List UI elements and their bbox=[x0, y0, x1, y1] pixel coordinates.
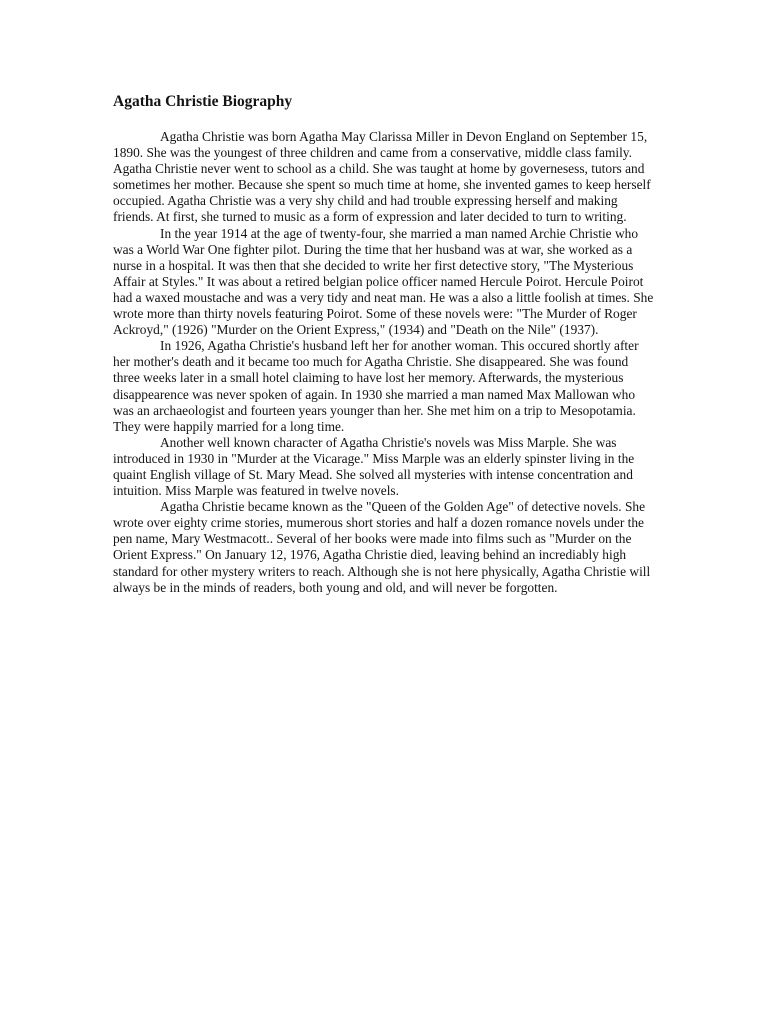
paragraph-birth: Agatha Christie was born Agatha May Clarissa Miller in Devon England on September 15, 1890. She was the youngest of three children and came from a conservative, middle class family. Agatha Christie never went to school as a child. She was taught at home by governesess, tutors and sometimes her mother. Because she spent so much time at home, she invented games to keep herself occupied. Agatha Christie was a very shy child and had trouble expressing herself and making friends. At first, she turned to music as a form of expression and later decided to turn to writing. bbox=[113, 129, 651, 225]
document-page bbox=[113, 92, 654, 596]
paragraph-disappearance: In 1926, Agatha Christie's husband left her for another woman. This occured shortly after her mother's death and it became too much for Agatha Christie. She disappeared. She was found three weeks later in a small hotel claiming to have lost her memory. Afterwards, the mysterious disappearence was never spoken of again. In 1930 she married a man named Max Mallowan who was an archaeologist and fourteen years younger than her. She met him on a trip to Mesopotamia. They were happily married for a long time. bbox=[113, 338, 639, 434]
document-title: Agatha Christie Biography bbox=[113, 93, 293, 110]
paragraph-legacy: Agatha Christie became known as the "Queen of the Golden Age" of detective novels. She wrote over eighty crime stories, mumerous short stories and half a dozen romance novels under the pen name, Mary Westmacott.. Several of her books were made into films such as "Murder on the Orient Express." On January 12, 1976, Agatha Christie died, leaving behind an incrediably high standard for other mystery writers to reach. Although she is not here physically, Agatha Christie will always be in the minds of readers, both young and old, and will never be forgotten. bbox=[113, 499, 651, 595]
paragraph-first-marriage: In the year 1914 at the age of twenty-four, she married a man named Archie Christie who was a World War One fighter pilot. During the time that her husband was at war, she worked as a nurse in a hospital. It was then that she decided to write her first detective story, "The Mysterious Affair at Styles." It was about a retired belgian police officer named Hercule Poirot. Hercule Poirot had a waxed moustache and was a very tidy and neat man. He was a also a little foolish at times. She wrote more than thirty novels featuring Poirot. Some of these novels were: "The Murder of Roger Ackroyd," (1926) "Murder on the Orient Express," (1934) and "Death on the Nile" (1937). bbox=[113, 225, 654, 338]
paragraph-miss-marple: Another well known character of Agatha Christie's novels was Miss Marple. She was introduced in 1930 in "Murder at the Vicarage." Miss Marple was an elderly spinster living in the quaint English village of St. Mary Mead. She solved all mysteries with intense concentration and intuition. Miss Marple was featured in twelve novels. bbox=[113, 434, 635, 499]
